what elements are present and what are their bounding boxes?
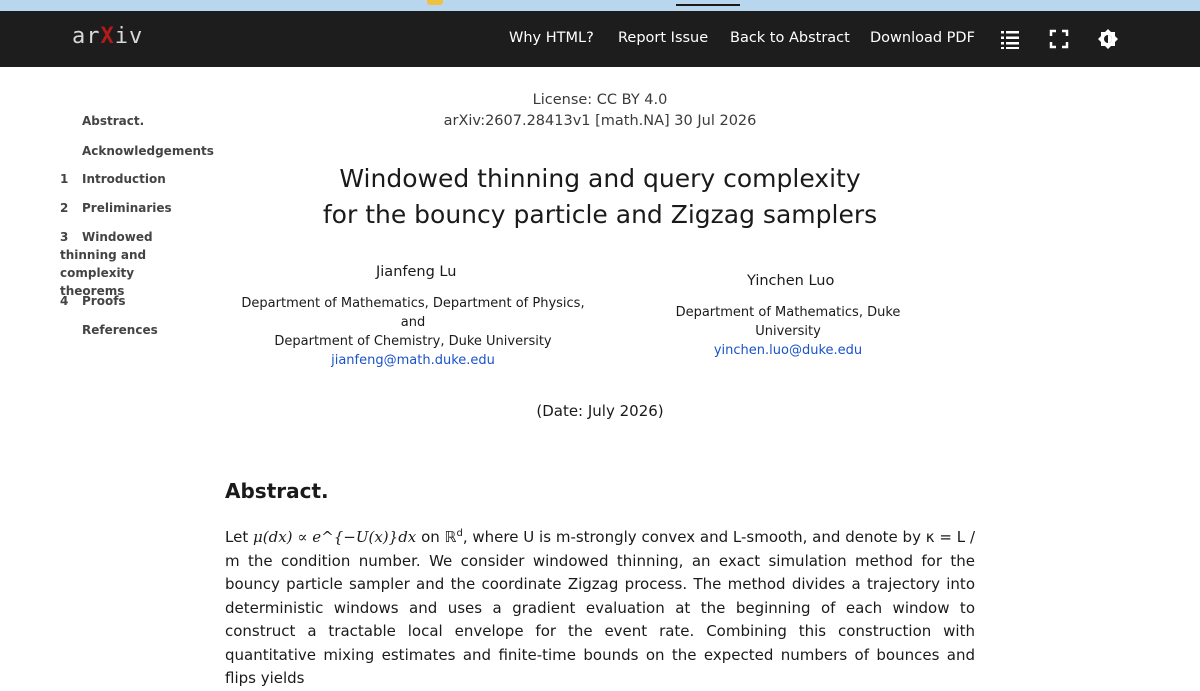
toc-item-abstract[interactable]: Abstract.	[82, 114, 145, 128]
why-html-link[interactable]: Why HTML?	[509, 30, 594, 46]
author-name-2: Yinchen Luo	[747, 273, 835, 289]
download-pdf-link[interactable]: Download PDF	[870, 30, 975, 46]
affiliation-line: Department of Mathematics, Department of Physics, and	[241, 296, 585, 330]
logo-text-x: X	[100, 24, 115, 49]
paper-date: (Date: July 2026)	[536, 402, 664, 420]
license-text: License: CC BY 4.0	[532, 92, 668, 108]
author-affiliation-1	[232, 294, 594, 370]
browser-tab-icon	[427, 0, 443, 5]
fullscreen-icon[interactable]	[1048, 28, 1070, 50]
back-to-abstract-link[interactable]: Back to Abstract	[730, 30, 850, 46]
author-email-2[interactable]: yinchen.luo@duke.edu	[713, 343, 863, 358]
arxiv-logo[interactable]	[72, 24, 143, 49]
logo-text-prefix: ar	[72, 24, 101, 49]
top-navbar	[0, 11, 1200, 67]
author-affiliation-2	[648, 303, 928, 360]
theme-toggle-icon[interactable]	[1097, 28, 1119, 50]
author-email-1[interactable]: jianfeng@math.duke.edu	[331, 353, 495, 368]
affiliation-line: Department of Chemistry, Duke University	[274, 334, 552, 349]
report-issue-link[interactable]: Report Issue	[618, 30, 709, 46]
toc-item-references[interactable]: References	[82, 323, 158, 337]
abstract-heading: Abstract.	[225, 479, 329, 503]
toc-item-acknowledgements[interactable]: Acknowledgements	[82, 144, 214, 158]
title-line-1: Windowed thinning and query complexity	[339, 164, 861, 193]
toc-item-preliminaries[interactable]: 2 Preliminaries	[60, 201, 172, 215]
toc-item-proofs[interactable]: 4 Proofs	[60, 294, 126, 308]
paper-title	[300, 161, 900, 233]
title-line-2: for the bouncy particle and Zigzag samplers	[322, 200, 878, 229]
logo-text-suffix: iv	[114, 24, 144, 49]
affiliation-line: Department of Mathematics, Duke University	[675, 305, 901, 339]
toc-item-introduction[interactable]: 1 Introduction	[60, 172, 166, 186]
paper-meta	[300, 90, 900, 132]
abstract-paragraph: Let μ(dx) ∝ e^{−U(x)}dx on ℝ$^d$, where U is m-strongly convex and L-smooth, and denote by κ = L / m the condition number. We consider windowed thinning, an exact simulation method for the bouncy particle sampler and the coordinate Zigzag process. The method divides a trajectory into deterministic windows and uses a gradient evaluation at the beginning of each window to construct a tractable local envelope for the event rate. Combining this construction with quantitative mixing estimates and finite-time bounds on the expected numbers of bounces and flips yields	[225, 528, 975, 687]
list-icon[interactable]	[999, 28, 1021, 50]
arxiv-id: arXiv:2607.28413v1 [math.NA] 30 Jul 2026	[443, 113, 757, 129]
density-formula: μ(dx) ∝ e^{−U(x)}dx	[253, 528, 417, 546]
toc-item-windowed-thinning[interactable]: 3 Windowed thinning and complexity theorems	[60, 230, 153, 298]
browser-underline	[676, 4, 740, 6]
author-name-1: Jianfeng Lu	[376, 264, 457, 280]
browser-top-strip	[0, 0, 1200, 11]
